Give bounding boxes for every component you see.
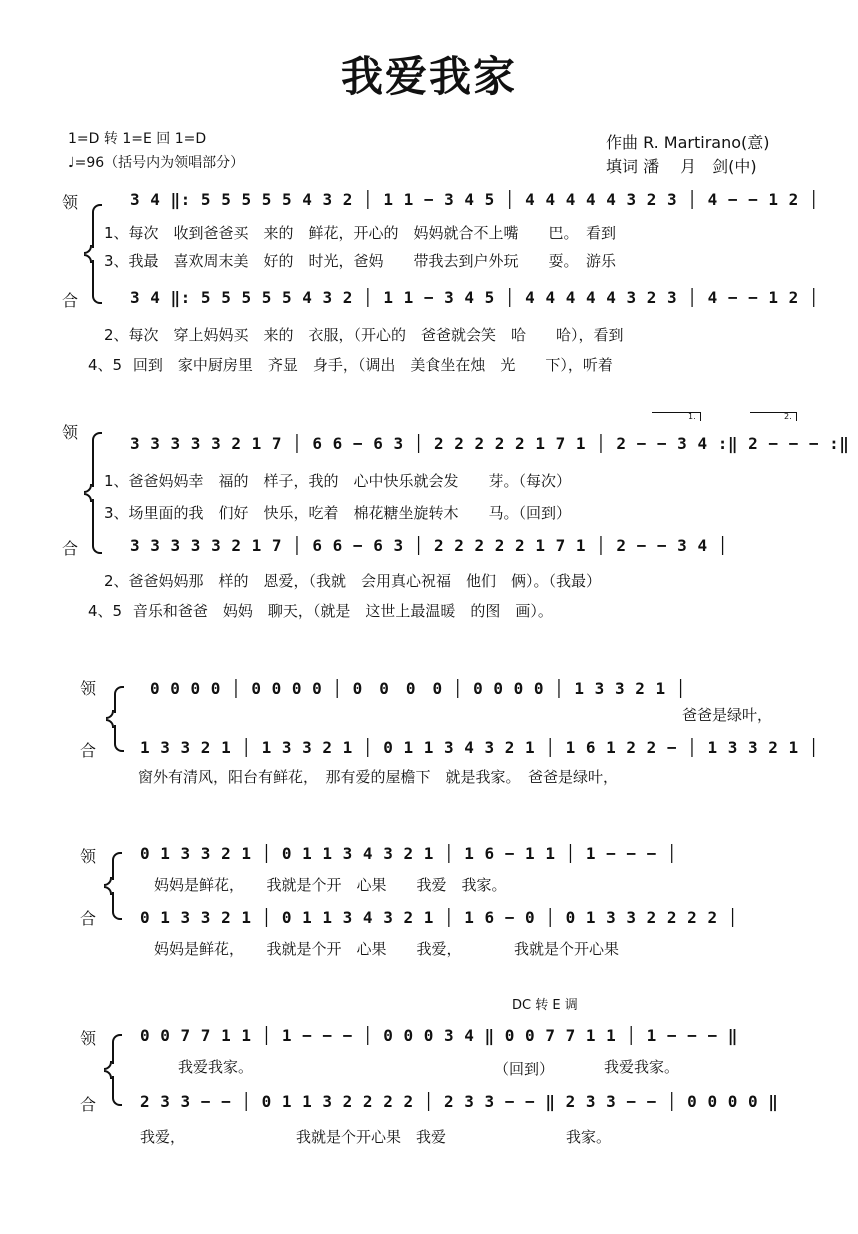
lead-notation: 3 3 3 3 3 2 1 7 │ 6 6 − 6 3 │ 2 2 2 2 2 1 7 1 │ 2 − − 3 4 :‖ 2 − − − :‖ — [130, 434, 850, 453]
chorus-label: 合 — [62, 539, 79, 558]
volta-number: 1. — [688, 412, 696, 421]
lead-label: 领 — [80, 1029, 97, 1048]
chorus-label: 合 — [80, 909, 97, 928]
lyric-line: 爸爸是绿叶， — [682, 706, 773, 724]
key-signature: 1=D 转 1=E 回 1=D — [68, 131, 207, 147]
lyric-line: 2、爸爸妈妈那 样的 恩爱，（我就 会用真心祝福 他们 俩）。（我最） — [104, 572, 602, 590]
chorus-notation: 1 3 3 2 1 │ 1 3 3 2 1 │ 0 1 1 3 4 3 2 1 │ 1 6 1 2 2 − │ 1 3 3 2 1 │ — [140, 738, 819, 757]
chorus-notation: 2 3 3 − − │ 0 1 1 3 2 2 2 2 │ 2 3 3 − − ‖ 2 3 3 − − │ 0 0 0 0 ‖ — [140, 1092, 779, 1111]
lyric-line: 我就是个开心果 我爱 — [296, 1128, 447, 1146]
lead-notation: 0 0 0 0 │ 0 0 0 0 │ 0 0 0 0 │ 0 0 0 0 │ 1 3 3 2 1 │ — [150, 679, 686, 698]
lead-notation: 0 0 7 7 1 1 │ 1 − − − │ 0 0 0 3 4 ‖ 0 0 7 7 1 1 │ 1 − − − ‖ — [140, 1026, 738, 1045]
page-title: 我爱我家 — [340, 52, 517, 101]
lead-label: 领 — [62, 423, 79, 442]
lyric-line: 1、每次 收到爸爸买 来的 鲜花，开心的 妈妈就合不上嘴 巴。 看到 — [104, 224, 617, 242]
chorus-label: 合 — [80, 741, 97, 760]
lyric-line: 我爱， — [140, 1128, 186, 1146]
lyric-line: 3、场里面的我 们好 快乐，吃着 棉花糖坐旋转木 马。（回到） — [104, 504, 572, 522]
lyric-line: 窗外有清风，阳台有鲜花， 那有爱的屋檐下 就是我家。 爸爸是绿叶， — [138, 768, 619, 786]
lyric-line: 妈妈是鲜花， 我就是个开 心果 我爱 我家。 — [154, 876, 507, 894]
chorus-label: 合 — [62, 291, 79, 310]
lyric-line: 3、我最 喜欢周末美 好的 时光，爸妈 带我去到户外玩 耍。 游乐 — [104, 252, 617, 270]
chorus-notation: 0 1 3 3 2 1 │ 0 1 1 3 4 3 2 1 │ 1 6 − 0 │ 0 1 3 3 2 2 2 2 │ — [140, 908, 738, 927]
lead-notation: 0 1 3 3 2 1 │ 0 1 1 3 4 3 2 1 │ 1 6 − 1 1 │ 1 − − − │ — [140, 844, 678, 863]
lead-notation: 3 4 ‖: 5 5 5 5 5 4 3 2 │ 1 1 − 3 4 5 │ 4 4 4 4 4 3 2 3 │ 4 − − 1 2 │ — [130, 190, 820, 209]
staff-brace — [84, 204, 100, 304]
lyric-line: 1、爸爸妈妈幸 福的 样子，我的 心中快乐就会发 芽。（每次） — [104, 472, 572, 490]
staff-brace — [104, 852, 120, 920]
staff-brace — [104, 1034, 120, 1106]
volta-number: 2. — [784, 412, 792, 421]
lead-label: 领 — [80, 847, 97, 866]
lyric-line: （回到） — [494, 1060, 555, 1078]
dc-marking: DC 转 E 调 — [512, 998, 578, 1013]
lyric-line: 4、5 回到 家中厨房里 齐显 身手，（调出 美食坐在烛 光 下），听着 — [88, 356, 613, 374]
lyric-line: 4、5 音乐和爸爸 妈妈 聊天，（就是 这世上最温暖 的图 画）。 — [88, 602, 553, 620]
chorus-notation: 3 3 3 3 3 2 1 7 │ 6 6 − 6 3 │ 2 2 2 2 2 1 7 1 │ 2 − − 3 4 │ — [130, 536, 728, 555]
staff-brace — [106, 686, 122, 752]
lyric-line: 妈妈是鲜花， 我就是个开 心果 我爱， 我就是个开心果 — [154, 940, 620, 958]
lead-label: 领 — [62, 193, 79, 212]
composer-credit: 作曲 R. Martirano(意) — [606, 133, 770, 152]
staff-brace — [84, 432, 100, 554]
tempo-marking: ♩=96（括号内为领唱部分） — [68, 155, 245, 171]
chorus-notation: 3 4 ‖: 5 5 5 5 5 4 3 2 │ 1 1 − 3 4 5 │ 4 4 4 4 4 3 2 3 │ 4 − − 1 2 │ — [130, 288, 820, 307]
lyricist-credit: 填词 潘 月 剑(中) — [606, 157, 757, 176]
lead-label: 领 — [80, 679, 97, 698]
lyric-line: 我家。 — [566, 1128, 612, 1146]
chorus-label: 合 — [80, 1095, 97, 1114]
lyric-line: 我爱我家。 — [604, 1058, 680, 1076]
lyric-line: 我爱我家。 — [178, 1058, 254, 1076]
lyric-line: 2、每次 穿上妈妈买 来的 衣服，（开心的 爸爸就会笑 哈 哈），看到 — [104, 326, 624, 344]
